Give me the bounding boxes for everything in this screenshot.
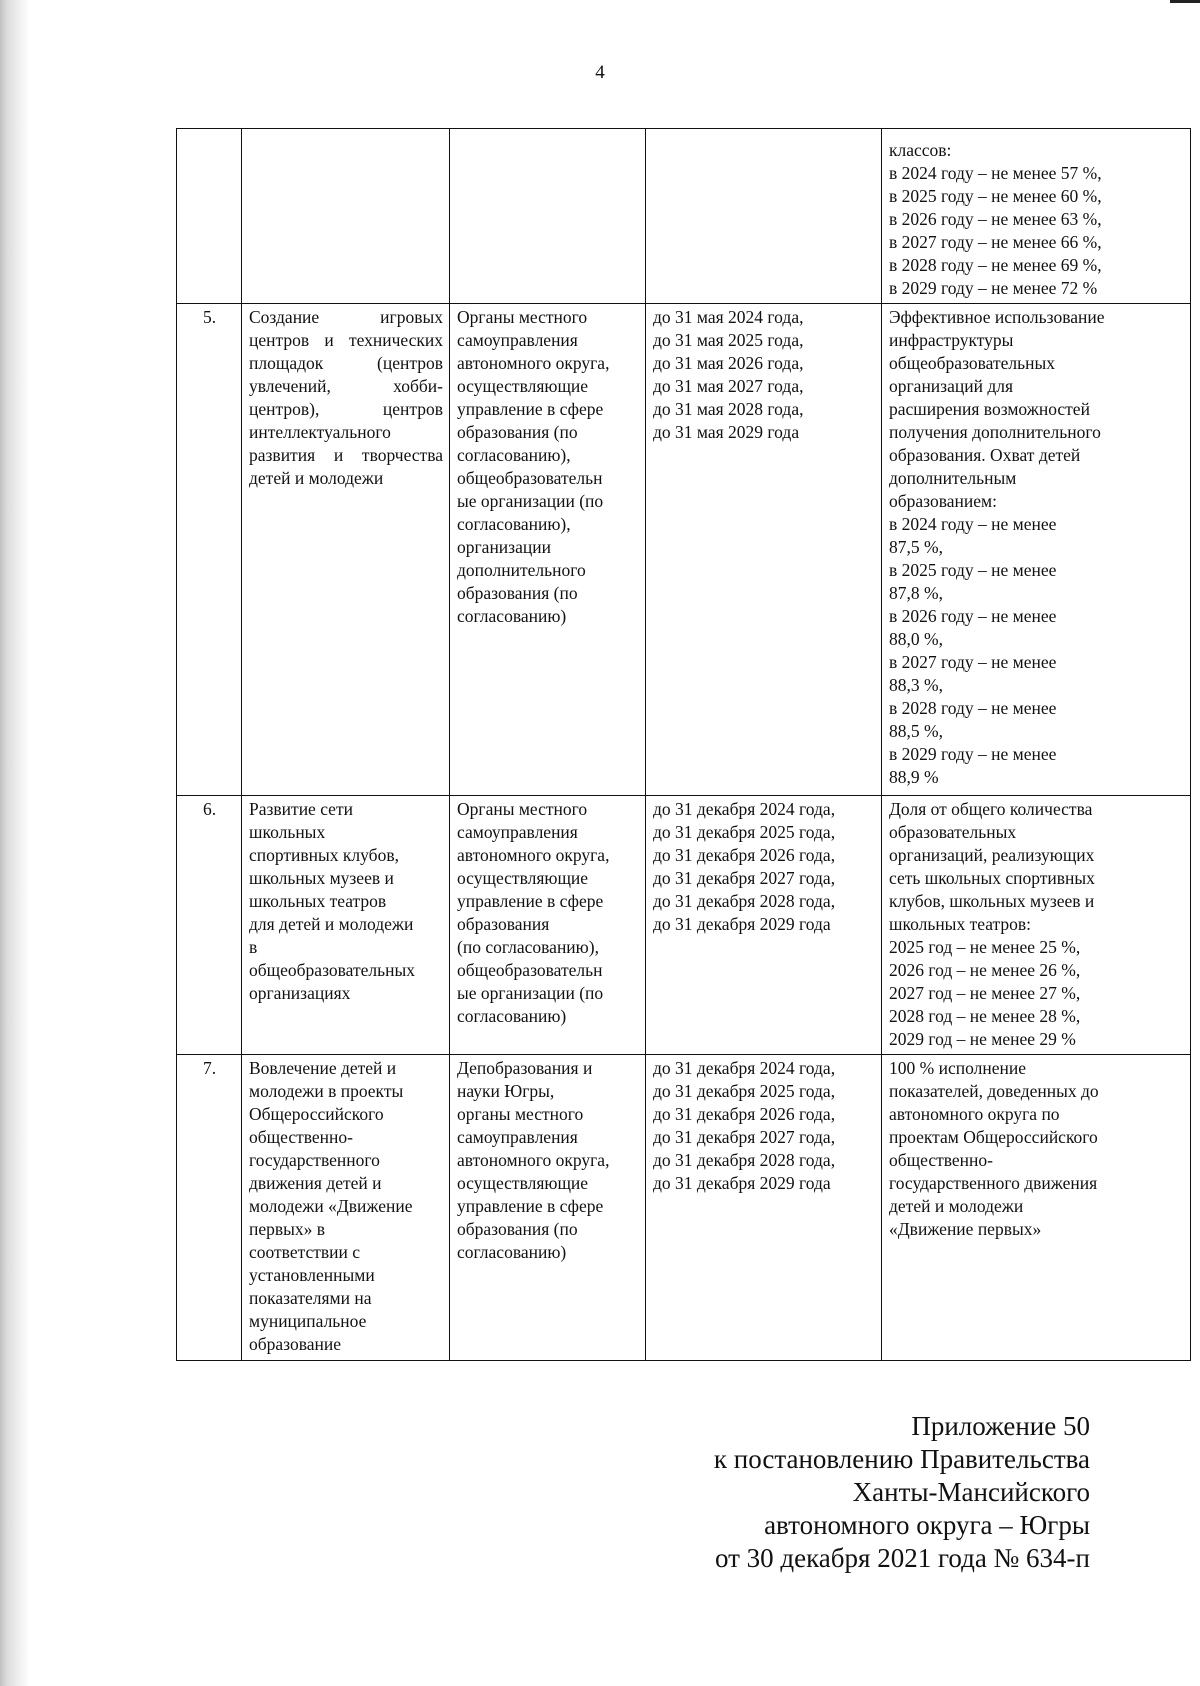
row-number: 7.	[177, 1055, 242, 1361]
annex-region-full: автономного округа – Югры	[764, 1510, 1090, 1540]
expected-result: Эффективное использование инфраструктуры общеобразовательных организаций для расширения возможностей получения дополнительного образования. Охват детей дополнительным образованием: в 2024 году – не менее 87,5 %, в 2025 году – не менее 87,8 %, в 2026 году – не менее 88,0 %, в 2027 году – не менее 88,3 %, в 2028 году – не менее 88,5 %, в 2029 году – не менее 88,9 %	[882, 304, 1191, 796]
table-row-5	[177, 304, 1191, 796]
row-number	[177, 129, 242, 304]
table-row-continuation	[177, 129, 1191, 304]
scan-corner-mark	[1170, 0, 1200, 14]
executor: Депобразования и науки Югры, органы местного самоуправления автономного округа, осуществляющие управление в сфере образования (по согласованию)	[450, 1055, 646, 1361]
expected-result: 100 % исполнение показателей, доведенных до автономного округа по проектам Общероссийского общественно- государственного движения детей и молодежи «Движение первых»	[882, 1055, 1191, 1361]
annex-title: Приложение 50	[911, 1411, 1090, 1441]
measures-table-wrapper	[176, 128, 1190, 1361]
expected-result: Доля от общего количества образовательных организаций, реализующих сеть школьных спортивных клубов, школьных музеев и школьных театров: 2025 год – не менее 25 %, 2026 год – не менее 26 %, 2027 год – не менее 27 %, 2028 год – не менее 28 %, 2029 год – не менее 29 %	[882, 796, 1191, 1055]
measure-name: Вовлечение детей и молодежи в проекты Общероссийского общественно- государственного движения детей и молодежи «Движение первых» в соответствии с установленными показателями на муниципальное образование	[242, 1055, 450, 1361]
measures-table	[176, 128, 1191, 1361]
table-row-6	[177, 796, 1191, 1055]
deadline: до 31 декабря 2024 года, до 31 декабря 2025 года, до 31 декабря 2026 года, до 31 декабря 2027 года, до 31 декабря 2028 года, до 31 декабря 2029 года	[646, 1055, 882, 1361]
row-number: 5.	[177, 304, 242, 796]
page-number: 4	[595, 62, 605, 83]
measure-name: Развитие сети школьных спортивных клубов, школьных музеев и школьных театров для детей и молодежи в общеобразовательных организациях	[242, 796, 450, 1055]
annex-region: Ханты-Мансийского	[852, 1477, 1090, 1507]
table-row-7	[177, 1055, 1191, 1361]
annex-reference: к постановлению Правительства	[713, 1444, 1090, 1474]
deadline	[646, 129, 882, 304]
expected-result: классов: в 2024 году – не менее 57 %, в 2025 году – не менее 60 %, в 2026 году – не менее 63 %, в 2027 году – не менее 66 %, в 2028 году – не менее 69 %, в 2029 году – не менее 72 %	[882, 129, 1191, 304]
annex-date-number: от 30 декабря 2021 года № 634-п	[714, 1543, 1090, 1573]
executor	[450, 129, 646, 304]
executor: Органы местного самоуправления автономного округа, осуществляющие управление в сфере образования (по согласованию), общеобразовательн ые организации (по согласованию), организации дополнительного образования (по согласованию)	[450, 304, 646, 796]
row-number: 6.	[177, 796, 242, 1055]
measure-name: Создание игровых центров и технических площадок (центров увлечений, хобби-центров), центров интеллектуального развития и творчества детей и молодежи	[242, 304, 450, 796]
measure-name	[242, 129, 450, 304]
deadline: до 31 декабря 2024 года, до 31 декабря 2025 года, до 31 декабря 2026 года, до 31 декабря 2027 года, до 31 декабря 2028 года, до 31 декабря 2029 года	[646, 796, 882, 1055]
executor: Органы местного самоуправления автономного округа, осуществляющие управление в сфере образования (по согласованию), общеобразовательн ые организации (по согласованию)	[450, 796, 646, 1055]
deadline: до 31 мая 2024 года, до 31 мая 2025 года, до 31 мая 2026 года, до 31 мая 2027 года, до 31 мая 2028 года, до 31 мая 2029 года	[646, 304, 882, 796]
annex-header	[714, 1410, 1090, 1575]
scan-edge-shadow	[0, 0, 30, 1686]
